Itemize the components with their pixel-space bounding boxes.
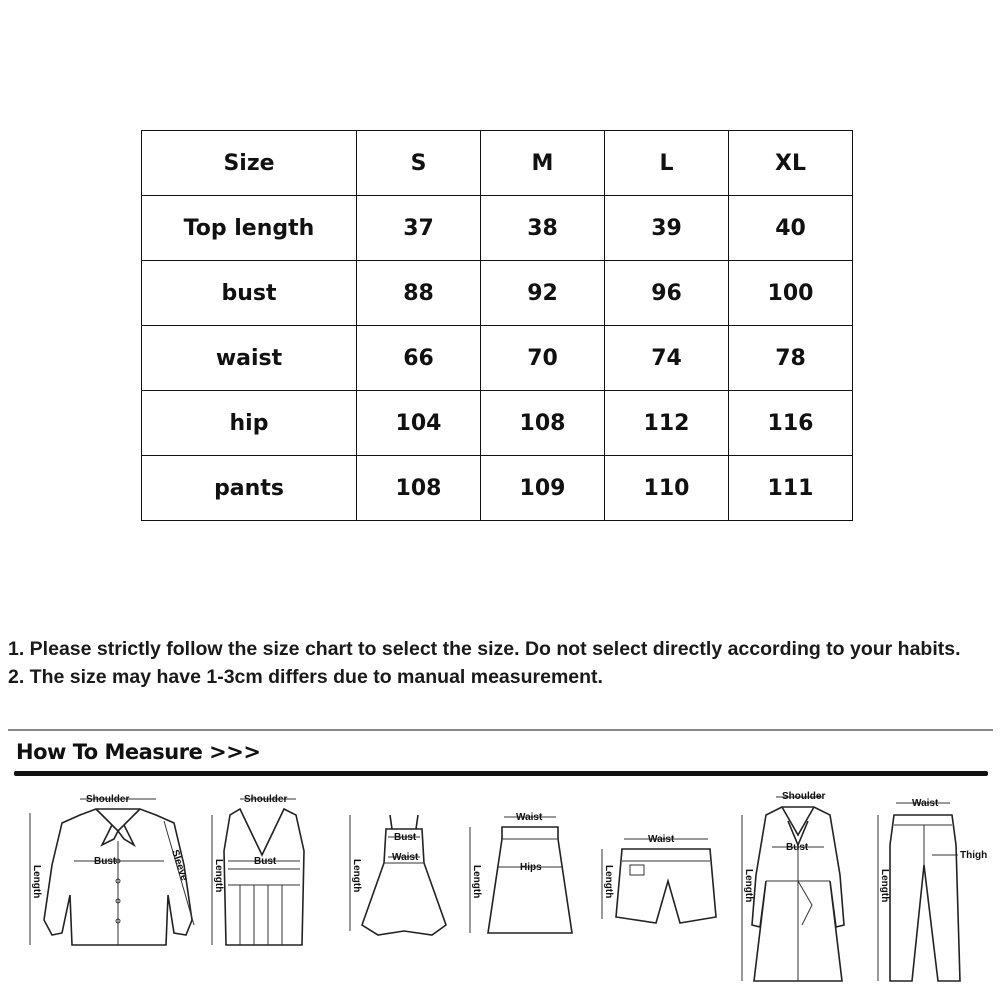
table-cell: 108	[357, 456, 481, 521]
size-chart-table	[141, 130, 853, 521]
table-cell: waist	[142, 326, 357, 391]
table-header-cell: Size	[142, 131, 357, 196]
dress-diagram	[338, 785, 458, 955]
pants-waist-label: Waist	[912, 798, 939, 809]
table-cell: 116	[729, 391, 853, 456]
table-header-cell: S	[357, 131, 481, 196]
dress-length-label: Length	[351, 859, 362, 893]
shorts-outline	[616, 849, 716, 923]
pants-diagram	[866, 785, 994, 985]
shirt-bust-label: Bust	[94, 856, 117, 867]
skirt-hips-label: Hips	[520, 862, 542, 873]
shorts-diagram	[592, 785, 722, 955]
coat-outline	[752, 807, 844, 981]
notes	[8, 635, 993, 691]
table-cell: 111	[729, 456, 853, 521]
table-cell: 108	[481, 391, 605, 456]
coat-bust-label: Bust	[786, 842, 809, 853]
shorts-waist-label: Waist	[648, 834, 675, 845]
dress-waist-label: Waist	[392, 852, 419, 863]
table-header-cell: M	[481, 131, 605, 196]
table-row	[142, 261, 853, 326]
vest-shoulder-label: Shoulder	[244, 794, 288, 805]
table-cell: Top length	[142, 196, 357, 261]
note-line-2: 2. The size may have 1-3cm differs due to manual measurement.	[8, 666, 603, 688]
shirt-outline	[44, 809, 192, 945]
skirt-waist-label: Waist	[516, 812, 543, 823]
shorts-length-label: Length	[603, 865, 614, 899]
dress-bust-label: Bust	[394, 832, 417, 843]
shirt-sleeve-label: Sleeve	[169, 848, 190, 883]
skirt-outline	[488, 827, 572, 933]
table-row	[142, 456, 853, 521]
pants-thigh-label: Thigh	[960, 850, 988, 861]
table-cell: 37	[357, 196, 481, 261]
table-cell: 38	[481, 196, 605, 261]
table-row	[142, 391, 853, 456]
pants-length-label: Length	[879, 869, 890, 903]
coat-diagram	[732, 785, 862, 985]
shirt-shoulder-label: Shoulder	[86, 794, 130, 805]
title-underline	[14, 771, 988, 776]
table-cell: 110	[605, 456, 729, 521]
table-cell: 74	[605, 326, 729, 391]
table-cell: hip	[142, 391, 357, 456]
table-cell: 96	[605, 261, 729, 326]
table-header-cell: XL	[729, 131, 853, 196]
vest-bust-label: Bust	[254, 856, 277, 867]
table-header-row	[142, 131, 853, 196]
table-cell: pants	[142, 456, 357, 521]
skirt-length-label: Length	[471, 865, 482, 899]
coat-length-label: Length	[743, 869, 754, 903]
table-cell: 104	[357, 391, 481, 456]
table-cell: 78	[729, 326, 853, 391]
vest-length-label: Length	[213, 859, 224, 893]
table-cell: 66	[357, 326, 481, 391]
table-cell: 88	[357, 261, 481, 326]
divider	[8, 729, 993, 731]
how-to-measure-title: How To Measure >>>	[16, 740, 261, 764]
vest-outline	[224, 809, 304, 945]
skirt-diagram	[460, 785, 580, 955]
table-row	[142, 196, 853, 261]
table-cell: 109	[481, 456, 605, 521]
vest-diagram	[200, 785, 330, 955]
table-cell: 40	[729, 196, 853, 261]
table-row	[142, 326, 853, 391]
shirt-length-label: Length	[31, 865, 42, 899]
table-cell: 112	[605, 391, 729, 456]
pants-outline	[890, 815, 960, 981]
table-cell: 39	[605, 196, 729, 261]
table-cell: 70	[481, 326, 605, 391]
table-cell: 100	[729, 261, 853, 326]
table-header-cell: L	[605, 131, 729, 196]
note-line-1: 1. Please strictly follow the size chart to select the size. Do not select directly according to your habits.	[8, 638, 961, 660]
table-cell: bust	[142, 261, 357, 326]
table-cell: 92	[481, 261, 605, 326]
coat-shoulder-label: Shoulder	[782, 791, 826, 802]
shirt-diagram	[14, 785, 204, 955]
